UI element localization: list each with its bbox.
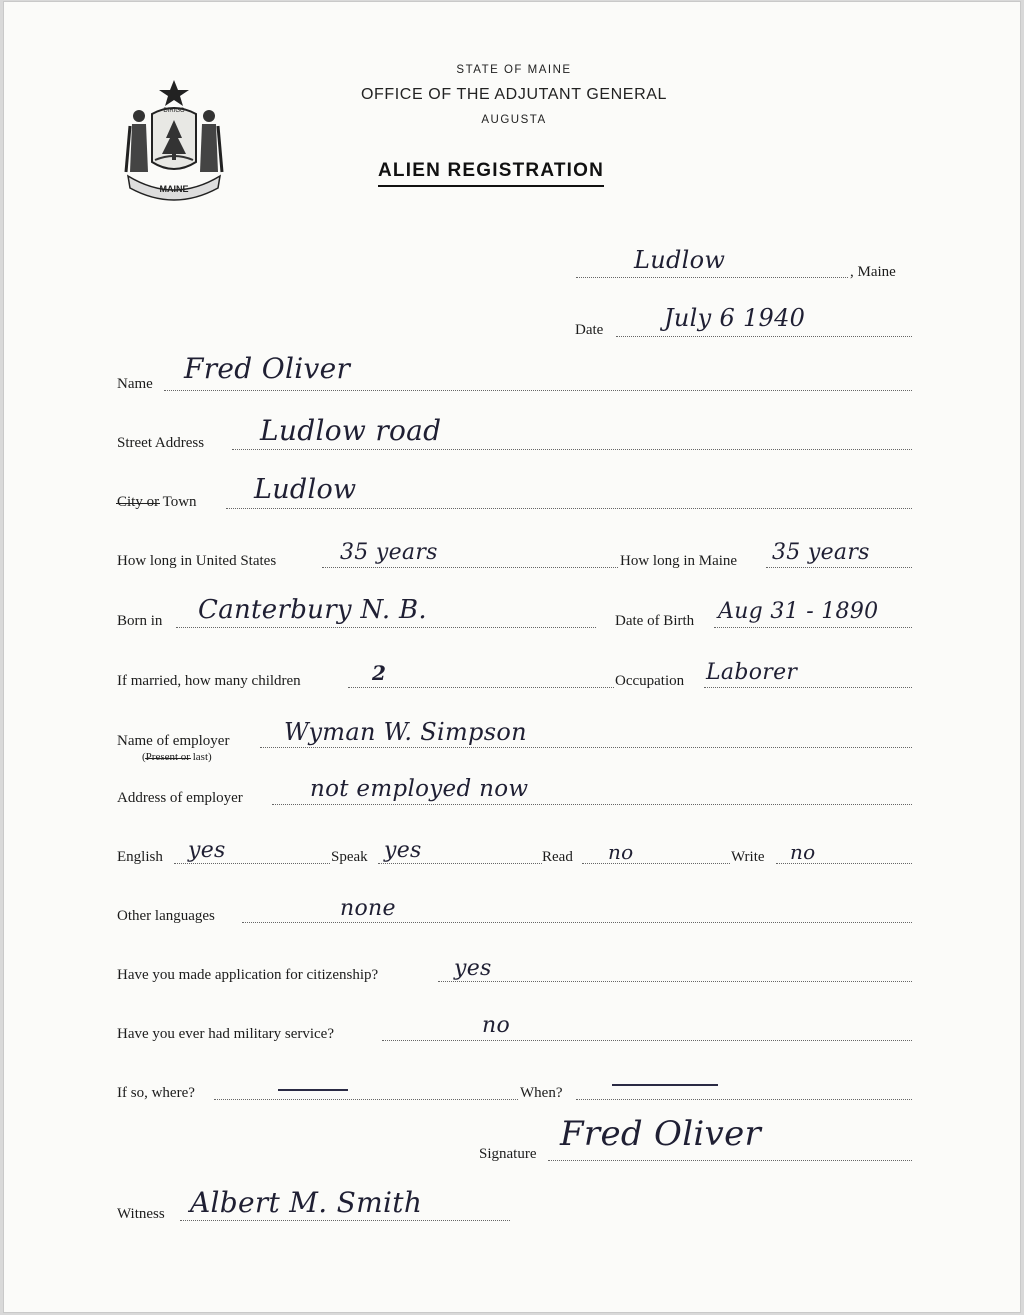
seal-motto-text: DIRIGO <box>163 108 185 114</box>
signature-line <box>548 1160 912 1161</box>
town-label-row <box>117 494 197 511</box>
date-line <box>616 336 912 337</box>
maine-suffix: , Maine <box>850 264 896 280</box>
write-value: no <box>790 840 816 864</box>
other-languages-label: Other languages <box>117 908 215 924</box>
occupation-label: Occupation <box>615 673 685 689</box>
dob-line <box>714 627 912 628</box>
seal-banner-text: MAINE <box>159 184 189 194</box>
employer-address-line <box>272 804 912 805</box>
maine-duration-line <box>766 567 912 568</box>
born-in-label: Born in <box>117 613 163 629</box>
employer-value: Wyman W. Simpson <box>284 718 527 746</box>
citizenship-label: Have you made application for citizenship? <box>117 967 379 983</box>
dob-value: Aug 31 - 1890 <box>718 599 879 624</box>
military-line <box>382 1040 912 1041</box>
employer-label: Name of employer <box>117 733 230 749</box>
read-line <box>582 863 730 864</box>
speak-value: yes <box>384 838 422 863</box>
other-languages-value: none <box>340 896 396 921</box>
citizenship-line <box>438 981 912 982</box>
signature-value: Fred Oliver <box>560 1114 762 1154</box>
street-line <box>232 449 912 450</box>
town-label: Town <box>162 494 197 510</box>
write-label: Write <box>731 849 765 865</box>
read-value: no <box>608 840 634 864</box>
born-in-value: Canterbury N. B. <box>198 595 427 625</box>
occupation-line <box>704 687 912 688</box>
date-value: July 6 1940 <box>664 304 806 332</box>
employer-sub-struck: Present or <box>145 751 190 763</box>
us-duration-line <box>322 567 618 568</box>
name-line <box>164 390 912 391</box>
when-line <box>576 1099 912 1100</box>
employer-address-value: not employed now <box>310 776 529 802</box>
read-label: Read <box>542 849 573 865</box>
english-line <box>174 863 330 864</box>
state-heading: STATE OF MAINE <box>456 64 572 76</box>
children-value: 2 <box>372 661 387 685</box>
speak-label: Speak <box>331 849 368 865</box>
employer-sub-open: ( <box>142 751 146 763</box>
witness-line <box>180 1220 510 1221</box>
english-label: English <box>117 849 163 865</box>
employer-line <box>260 747 912 748</box>
employer-sub-rest: last) <box>192 751 212 763</box>
where-line <box>214 1099 518 1100</box>
where-dash-mark <box>278 1089 348 1091</box>
place-line <box>576 277 848 278</box>
witness-label: Witness <box>117 1206 165 1222</box>
street-value: Ludlow road <box>260 414 442 447</box>
occupation-value: Laborer <box>706 660 798 685</box>
maine-duration-label: How long in Maine <box>620 553 738 569</box>
place-value: Ludlow <box>634 246 726 274</box>
children-line <box>348 687 614 688</box>
employer-sublabel <box>142 751 212 763</box>
form-title: ALIEN REGISTRATION <box>378 160 604 187</box>
where-label: If so, where? <box>117 1085 195 1101</box>
military-label: Have you ever had military service? <box>117 1026 334 1042</box>
when-dash-mark <box>612 1084 718 1086</box>
registration-form <box>4 2 1020 1312</box>
english-value: yes <box>188 838 226 863</box>
name-value: Fred Oliver <box>184 352 351 385</box>
when-label: When? <box>520 1085 563 1101</box>
town-line <box>226 508 912 509</box>
military-value: no <box>482 1013 511 1038</box>
date-label: Date <box>575 322 604 338</box>
maine-duration-value: 35 years <box>772 540 870 565</box>
signature-label: Signature <box>479 1146 537 1162</box>
employer-address-label: Address of employer <box>117 790 243 806</box>
us-duration-label: How long in United States <box>117 553 277 569</box>
name-label: Name <box>117 376 153 392</box>
citizenship-value: yes <box>454 956 492 981</box>
town-struck-label: City or <box>117 494 160 510</box>
witness-value: Albert M. Smith <box>190 1186 423 1219</box>
office-heading: OFFICE OF THE ADJUTANT GENERAL <box>360 86 668 103</box>
us-duration-value: 35 years <box>340 540 438 565</box>
speak-line <box>378 863 542 864</box>
children-label: If married, how many children <box>117 673 301 689</box>
maine-state-seal-icon <box>122 76 226 206</box>
other-languages-line <box>242 922 912 923</box>
city-heading: AUGUSTA <box>481 114 547 126</box>
born-in-line <box>176 627 596 628</box>
street-label: Street Address <box>117 435 205 451</box>
town-value: Ludlow <box>254 474 357 505</box>
dob-label: Date of Birth <box>615 613 695 629</box>
